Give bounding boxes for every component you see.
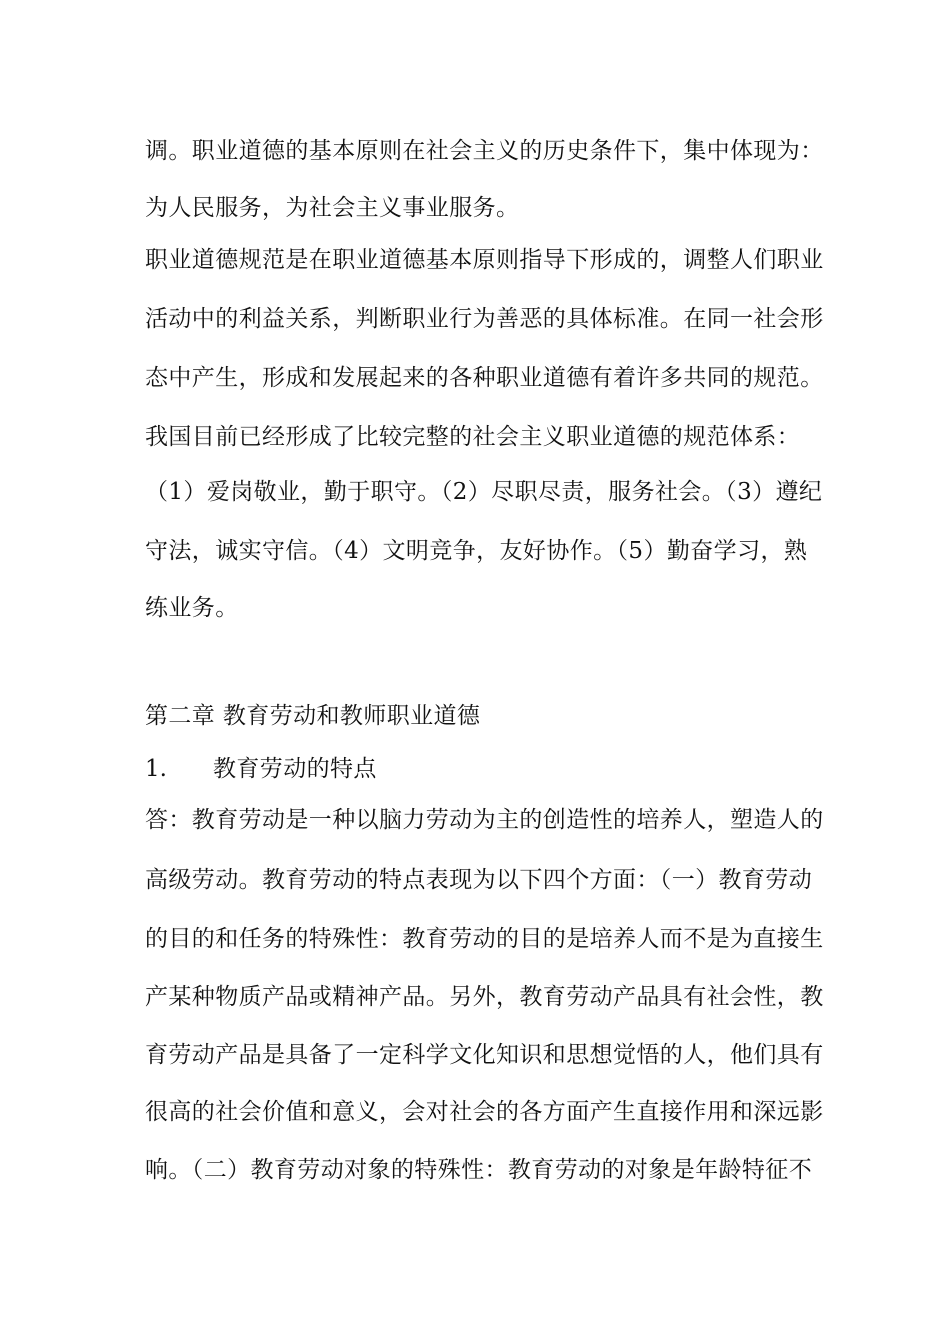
- question-title: 教育劳动的特点: [213, 756, 377, 782]
- text-line: 为人民服务，为社会主义事业服务。: [145, 195, 520, 221]
- chapter-heading: 第二章 教育劳动和教师职业道德: [145, 703, 481, 729]
- text-line: 高级劳动。教育劳动的特点表现为以下四个方面：（一）教育劳动: [145, 867, 813, 893]
- question-number: 1.: [145, 756, 167, 782]
- text-line: （1）爱岗敬业，勤于职守。（2）尽职尽责，服务社会。（3）遵纪: [145, 479, 823, 505]
- text-line: 守法，诚实守信。（4）文明竞争，友好协作。（5）勤奋学习，熟: [145, 538, 808, 564]
- text-line: 响。（二）教育劳动对象的特殊性：教育劳动的对象是年龄特征不: [145, 1157, 813, 1183]
- text-line: 育劳动产品是具备了一定科学文化知识和思想觉悟的人，他们具有: [145, 1042, 824, 1068]
- text-line: 我国目前已经形成了比较完整的社会主义职业道德的规范体系：: [145, 424, 801, 450]
- text-line: 很高的社会价值和意义，会对社会的各方面产生直接作用和深远影: [145, 1099, 824, 1125]
- text-line: 产某种物质产品或精神产品。另外，教育劳动产品具有社会性，教: [145, 984, 824, 1010]
- text-line: 活动中的利益关系，判断职业行为善恶的具体标准。在同一社会形: [145, 306, 824, 332]
- text-line: 态中产生，形成和发展起来的各种职业道德有着许多共同的规范。: [145, 365, 824, 391]
- text-line: 职业道德规范是在职业道德基本原则指导下形成的，调整人们职业: [145, 247, 824, 273]
- text-line: 的目的和任务的特殊性：教育劳动的目的是培养人而不是为直接生: [145, 926, 824, 952]
- text-line: 答：教育劳动是一种以脑力劳动为主的创造性的培养人，塑造人的: [145, 807, 824, 833]
- text-line: 调。职业道德的基本原则在社会主义的历史条件下，集中体现为：: [145, 138, 824, 164]
- text-line: 练业务。: [145, 595, 239, 621]
